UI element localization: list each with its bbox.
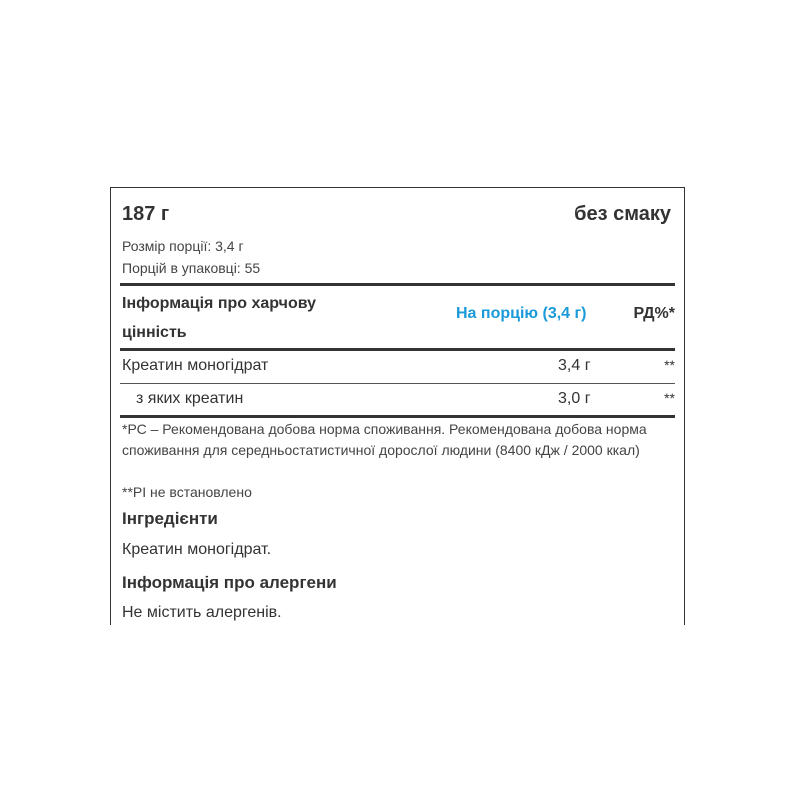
nutrition-title: Інформація про харчову цінність — [122, 295, 317, 341]
not-set-footnote: **РІ не встановлено — [122, 484, 252, 500]
product-weight: 187 г — [122, 203, 170, 225]
servings-per-pack: Порцій в упаковці: 55 — [122, 260, 261, 276]
rd-header: РД%* — [633, 305, 675, 322]
rd-footnote: *РС – Рекомендована добова норма споживання. Рекомендована добова норма споживання для середньостатистичної дорослої людини (8400 кДж / 2000 ккал) — [122, 421, 647, 458]
ingredients-title: Інгредієнти — [122, 509, 218, 528]
nutrient-row-value: 3,0 г — [558, 390, 591, 407]
divider-thick — [120, 348, 675, 351]
product-header — [120, 203, 675, 233]
per-serving-header: На порцію (3,4 г) — [456, 305, 587, 322]
divider-thick — [120, 283, 675, 286]
product-flavor: без смаку — [574, 203, 671, 225]
nutrient-row-label: з яких креатин — [136, 390, 244, 407]
divider-thick — [120, 415, 675, 418]
nutrient-row-rd: ** — [664, 390, 675, 406]
allergens-text: Не містить алергенів. — [122, 604, 282, 621]
nutrient-row-value: 3,4 г — [558, 357, 591, 374]
divider-thin — [120, 383, 675, 384]
serving-size: Розмір порції: 3,4 г — [122, 238, 244, 254]
ingredients-text: Креатин моногідрат. — [122, 541, 272, 558]
nutrition-label-panel — [110, 187, 685, 625]
nutrient-row-rd: ** — [664, 357, 675, 373]
allergens-title: Інформація про алергени — [122, 573, 337, 592]
nutrient-row-label: Креатин моногідрат — [122, 357, 269, 374]
